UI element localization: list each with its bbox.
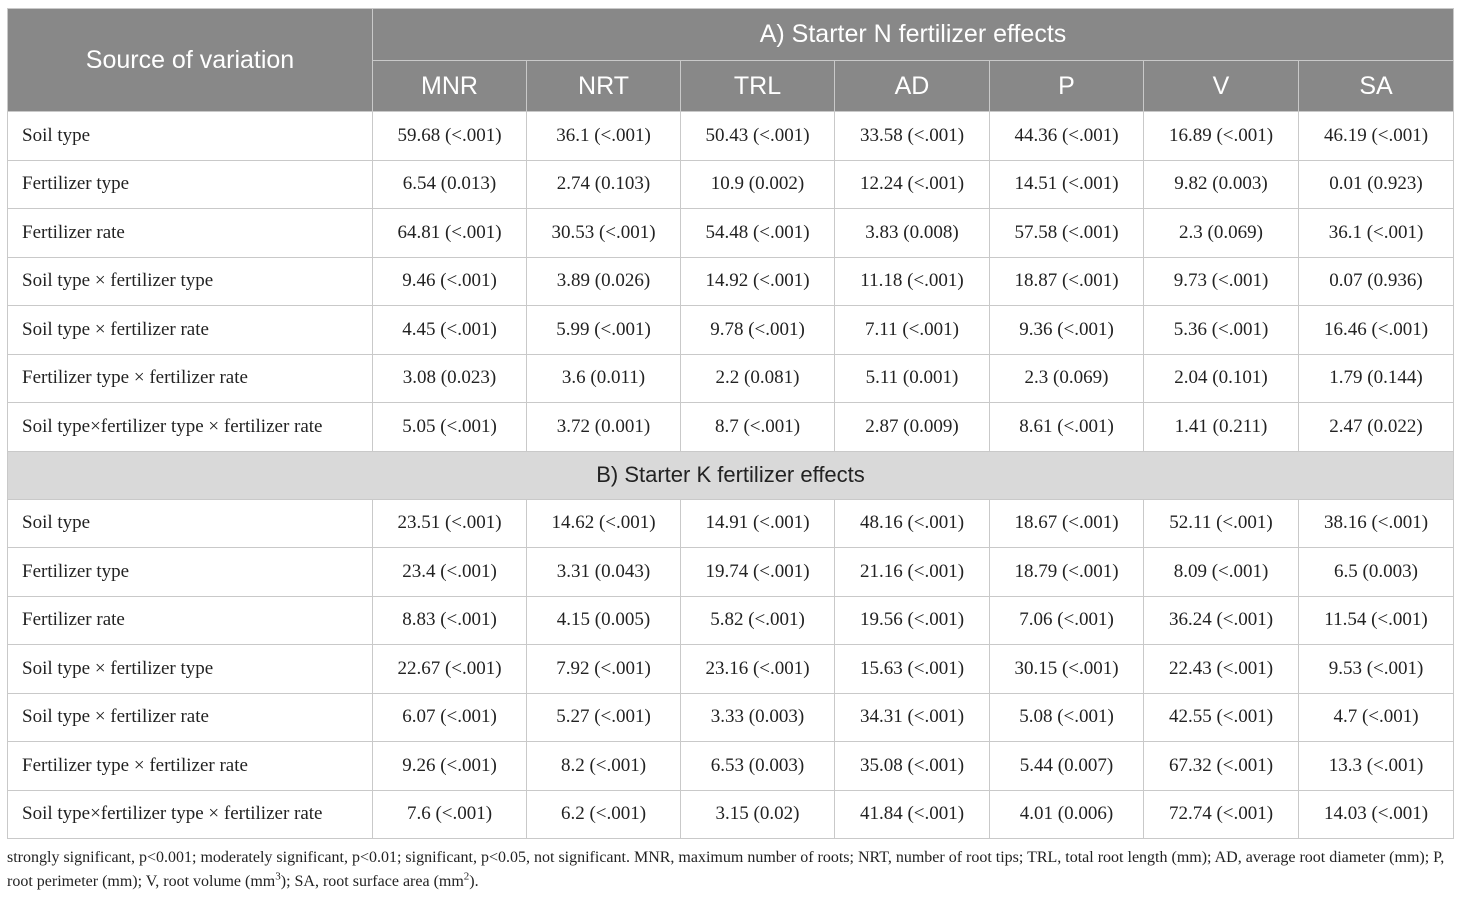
source-cell: Soil type	[8, 112, 373, 161]
value-cell: 6.2 (<.001)	[527, 790, 681, 839]
value-cell: 3.15 (0.02)	[681, 790, 835, 839]
value-cell: 0.07 (0.936)	[1299, 257, 1454, 306]
value-cell: 6.5 (0.003)	[1299, 548, 1454, 597]
table-row	[8, 160, 1454, 209]
value-cell: 3.33 (0.003)	[681, 693, 835, 742]
value-cell: 8.83 (<.001)	[373, 596, 527, 645]
value-cell: 7.92 (<.001)	[527, 645, 681, 694]
value-cell: 5.44 (0.007)	[990, 742, 1144, 791]
value-cell: 7.11 (<.001)	[835, 306, 990, 355]
value-cell: 64.81 (<.001)	[373, 209, 527, 258]
column-header-sa: SA	[1299, 61, 1454, 112]
value-cell: 38.16 (<.001)	[1299, 499, 1454, 548]
value-cell: 16.46 (<.001)	[1299, 306, 1454, 355]
table-row	[8, 548, 1454, 597]
value-cell: 9.73 (<.001)	[1144, 257, 1299, 306]
table-row	[8, 693, 1454, 742]
table-footnote	[7, 846, 1453, 894]
table-row	[8, 645, 1454, 694]
value-cell: 50.43 (<.001)	[681, 112, 835, 161]
table-row	[8, 499, 1454, 548]
source-cell: Fertilizer type	[8, 160, 373, 209]
value-cell: 7.06 (<.001)	[990, 596, 1144, 645]
column-header-nrt: NRT	[527, 61, 681, 112]
footnote-sup-2: 2	[463, 870, 470, 883]
source-cell: Fertilizer type	[8, 548, 373, 597]
value-cell: 9.53 (<.001)	[1299, 645, 1454, 694]
source-cell: Fertilizer type × fertilizer rate	[8, 742, 373, 791]
value-cell: 5.82 (<.001)	[681, 596, 835, 645]
value-cell: 41.84 (<.001)	[835, 790, 990, 839]
table-row	[8, 209, 1454, 258]
value-cell: 2.3 (0.069)	[1144, 209, 1299, 258]
value-cell: 52.11 (<.001)	[1144, 499, 1299, 548]
table-row	[8, 596, 1454, 645]
value-cell: 2.04 (0.101)	[1144, 354, 1299, 403]
table-row	[8, 354, 1454, 403]
value-cell: 9.46 (<.001)	[373, 257, 527, 306]
value-cell: 33.58 (<.001)	[835, 112, 990, 161]
value-cell: 9.36 (<.001)	[990, 306, 1144, 355]
section-b-row	[8, 451, 1454, 499]
value-cell: 18.87 (<.001)	[990, 257, 1144, 306]
value-cell: 16.89 (<.001)	[1144, 112, 1299, 161]
value-cell: 15.63 (<.001)	[835, 645, 990, 694]
value-cell: 21.16 (<.001)	[835, 548, 990, 597]
value-cell: 14.03 (<.001)	[1299, 790, 1454, 839]
value-cell: 5.05 (<.001)	[373, 403, 527, 452]
value-cell: 12.24 (<.001)	[835, 160, 990, 209]
value-cell: 8.09 (<.001)	[1144, 548, 1299, 597]
value-cell: 3.31 (0.043)	[527, 548, 681, 597]
value-cell: 2.87 (0.009)	[835, 403, 990, 452]
value-cell: 4.01 (0.006)	[990, 790, 1144, 839]
value-cell: 4.7 (<.001)	[1299, 693, 1454, 742]
column-header-mnr: MNR	[373, 61, 527, 112]
value-cell: 3.6 (0.011)	[527, 354, 681, 403]
table-row	[8, 306, 1454, 355]
value-cell: 22.43 (<.001)	[1144, 645, 1299, 694]
value-cell: 72.74 (<.001)	[1144, 790, 1299, 839]
section-a-title: A) Starter N fertilizer effects	[373, 9, 1454, 61]
value-cell: 3.72 (0.001)	[527, 403, 681, 452]
table-row	[8, 257, 1454, 306]
value-cell: 7.6 (<.001)	[373, 790, 527, 839]
value-cell: 18.67 (<.001)	[990, 499, 1144, 548]
value-cell: 5.99 (<.001)	[527, 306, 681, 355]
value-cell: 8.2 (<.001)	[527, 742, 681, 791]
table-row	[8, 112, 1454, 161]
source-cell: Soil type	[8, 499, 373, 548]
value-cell: 46.19 (<.001)	[1299, 112, 1454, 161]
footnote-text-1: strongly significant, p<0.001; moderately significant, p<0.01; significant, p<0.05, not significant. MNR, maximum number of roots; NRT, number of root tips; TRL, total root length (mm); AD, average root diameter (mm); P, root perimeter (mm); V, root volume (mm	[7, 849, 1445, 890]
value-cell: 2.74 (0.103)	[527, 160, 681, 209]
value-cell: 8.61 (<.001)	[990, 403, 1144, 452]
value-cell: 0.01 (0.923)	[1299, 160, 1454, 209]
value-cell: 44.36 (<.001)	[990, 112, 1144, 161]
source-cell: Fertilizer rate	[8, 209, 373, 258]
table-row	[8, 742, 1454, 791]
anova-table	[7, 8, 1454, 839]
value-cell: 34.31 (<.001)	[835, 693, 990, 742]
source-cell: Soil type×fertilizer type × fertilizer rate	[8, 403, 373, 452]
value-cell: 1.79 (0.144)	[1299, 354, 1454, 403]
source-cell: Fertilizer type × fertilizer rate	[8, 354, 373, 403]
source-cell: Soil type × fertilizer type	[8, 257, 373, 306]
value-cell: 14.91 (<.001)	[681, 499, 835, 548]
value-cell: 23.51 (<.001)	[373, 499, 527, 548]
value-cell: 9.82 (0.003)	[1144, 160, 1299, 209]
column-header-v: V	[1144, 61, 1299, 112]
table-row	[8, 403, 1454, 452]
table-row	[8, 790, 1454, 839]
value-cell: 36.1 (<.001)	[527, 112, 681, 161]
value-cell: 3.83 (0.008)	[835, 209, 990, 258]
value-cell: 59.68 (<.001)	[373, 112, 527, 161]
value-cell: 5.27 (<.001)	[527, 693, 681, 742]
value-cell: 2.47 (0.022)	[1299, 403, 1454, 452]
value-cell: 30.53 (<.001)	[527, 209, 681, 258]
value-cell: 57.58 (<.001)	[990, 209, 1144, 258]
value-cell: 14.51 (<.001)	[990, 160, 1144, 209]
value-cell: 9.26 (<.001)	[373, 742, 527, 791]
value-cell: 3.89 (0.026)	[527, 257, 681, 306]
value-cell: 6.07 (<.001)	[373, 693, 527, 742]
value-cell: 11.54 (<.001)	[1299, 596, 1454, 645]
value-cell: 14.92 (<.001)	[681, 257, 835, 306]
column-header-trl: TRL	[681, 61, 835, 112]
value-cell: 35.08 (<.001)	[835, 742, 990, 791]
column-header-p: P	[990, 61, 1144, 112]
column-header-ad: AD	[835, 61, 990, 112]
value-cell: 4.15 (0.005)	[527, 596, 681, 645]
value-cell: 5.11 (0.001)	[835, 354, 990, 403]
value-cell: 13.3 (<.001)	[1299, 742, 1454, 791]
value-cell: 2.2 (0.081)	[681, 354, 835, 403]
value-cell: 14.62 (<.001)	[527, 499, 681, 548]
source-cell: Soil type × fertilizer type	[8, 645, 373, 694]
value-cell: 5.36 (<.001)	[1144, 306, 1299, 355]
value-cell: 5.08 (<.001)	[990, 693, 1144, 742]
source-cell: Soil type × fertilizer rate	[8, 693, 373, 742]
value-cell: 10.9 (0.002)	[681, 160, 835, 209]
value-cell: 6.54 (0.013)	[373, 160, 527, 209]
source-cell: Soil type×fertilizer type × fertilizer rate	[8, 790, 373, 839]
source-cell: Soil type × fertilizer rate	[8, 306, 373, 355]
value-cell: 67.32 (<.001)	[1144, 742, 1299, 791]
value-cell: 1.41 (0.211)	[1144, 403, 1299, 452]
value-cell: 23.4 (<.001)	[373, 548, 527, 597]
value-cell: 9.78 (<.001)	[681, 306, 835, 355]
value-cell: 3.08 (0.023)	[373, 354, 527, 403]
value-cell: 2.3 (0.069)	[990, 354, 1144, 403]
value-cell: 54.48 (<.001)	[681, 209, 835, 258]
value-cell: 36.1 (<.001)	[1299, 209, 1454, 258]
value-cell: 19.74 (<.001)	[681, 548, 835, 597]
value-cell: 23.16 (<.001)	[681, 645, 835, 694]
value-cell: 30.15 (<.001)	[990, 645, 1144, 694]
footnote-text-3: ).	[469, 873, 479, 890]
value-cell: 42.55 (<.001)	[1144, 693, 1299, 742]
value-cell: 48.16 (<.001)	[835, 499, 990, 548]
value-cell: 11.18 (<.001)	[835, 257, 990, 306]
value-cell: 4.45 (<.001)	[373, 306, 527, 355]
footnote-sup-1: 3	[275, 870, 281, 883]
value-cell: 18.79 (<.001)	[990, 548, 1144, 597]
footnote-text-2: ); SA, root surface area (mm	[280, 873, 464, 890]
value-cell: 22.67 (<.001)	[373, 645, 527, 694]
value-cell: 19.56 (<.001)	[835, 596, 990, 645]
value-cell: 8.7 (<.001)	[681, 403, 835, 452]
source-cell: Fertilizer rate	[8, 596, 373, 645]
source-of-variation-header: Source of variation	[8, 9, 373, 112]
value-cell: 36.24 (<.001)	[1144, 596, 1299, 645]
section-b-title: B) Starter K fertilizer effects	[8, 451, 1454, 499]
value-cell: 6.53 (0.003)	[681, 742, 835, 791]
